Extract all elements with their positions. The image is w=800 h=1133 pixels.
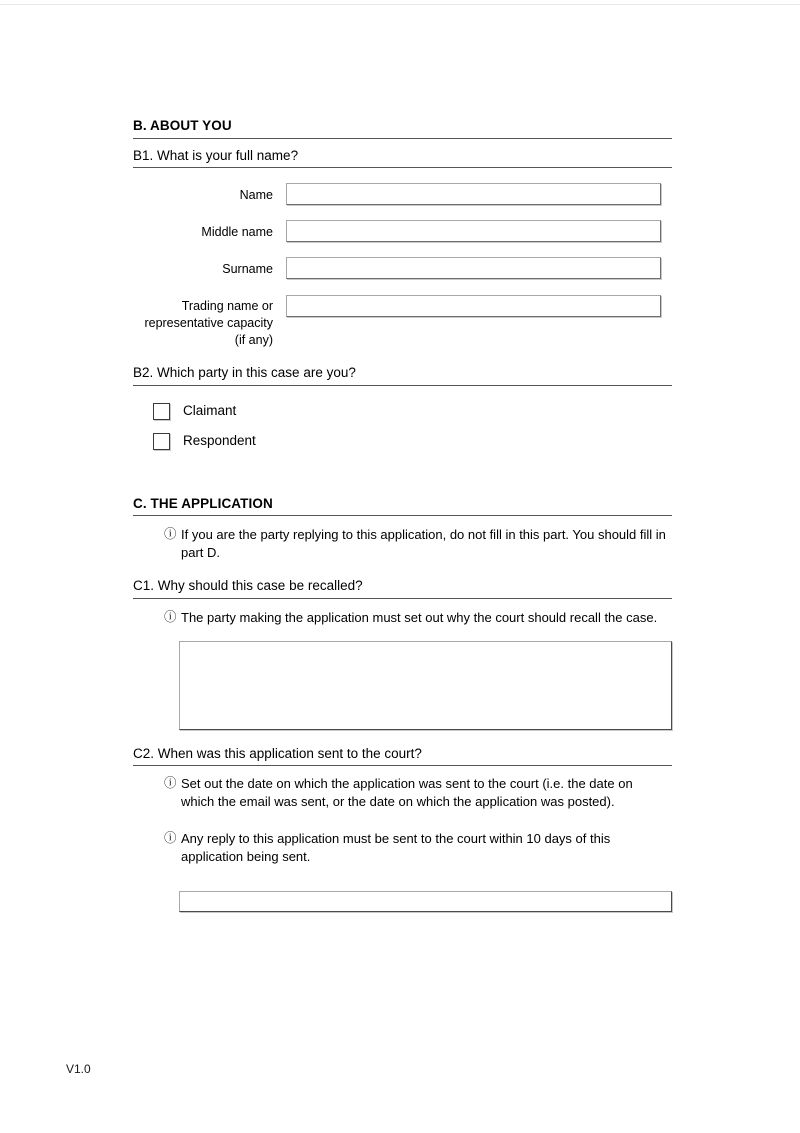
- field-label-middle-name: Middle name: [201, 225, 273, 240]
- note-application-intro-text: If you are the party replying to this application, do not fill in this part. You should fill in part D.: [181, 527, 666, 561]
- checkbox-label-claimant: Claimant: [183, 403, 237, 419]
- question-heading-c1: C1. Why should this case be recalled?: [133, 577, 672, 599]
- c2-date-input[interactable]: [179, 891, 672, 912]
- info-circle-icon: ⓘ: [164, 831, 177, 846]
- question-heading-b1: B1. What is your full name?: [133, 147, 672, 169]
- name-input[interactable]: [286, 183, 661, 205]
- checkbox-label-respondent: Respondent: [183, 433, 256, 449]
- checkbox-respondent[interactable]: [153, 433, 170, 450]
- field-row-name: [133, 183, 672, 205]
- note-c1: [164, 609, 669, 627]
- checkbox-claimant[interactable]: [153, 403, 170, 420]
- form-body: [133, 118, 672, 912]
- note-c2-first: [164, 775, 669, 811]
- footer-version-label: V1.0: [66, 1062, 91, 1076]
- page-top-rule: [0, 4, 800, 5]
- trading-name-input[interactable]: [286, 295, 661, 317]
- question-heading-c2: C2. When was this application sent to the court?: [133, 745, 672, 767]
- note-c1-text: The party making the application must set out why the court should recall the case.: [181, 609, 658, 625]
- question-heading-b2: B2. Which party in this case are you?: [133, 364, 672, 386]
- checkbox-row-respondent[interactable]: [153, 433, 672, 450]
- info-circle-icon: ⓘ: [164, 776, 177, 791]
- c1-answer-textarea[interactable]: [179, 641, 672, 730]
- c2-answer-wrap: [179, 891, 672, 912]
- surname-input[interactable]: [286, 257, 661, 279]
- info-circle-icon: ⓘ: [164, 527, 177, 542]
- middle-name-input[interactable]: [286, 220, 661, 242]
- field-row-middle-name: [133, 220, 672, 242]
- note-c2-second-text: Any reply to this application must be sent to the court within 10 days of this application being sent.: [181, 831, 611, 865]
- note-application-intro: [164, 526, 669, 562]
- checkbox-row-claimant[interactable]: [153, 403, 672, 420]
- note-c2-first-text: Set out the date on which the application was sent to the court (i.e. the date on which the email was sent, or the date on which the application was posted).: [181, 776, 633, 810]
- c1-answer-wrap: [179, 641, 672, 730]
- field-label-trading-name: Trading name or representative capacity (if any): [144, 299, 273, 348]
- field-row-trading-name: [133, 294, 672, 349]
- field-label-name: Name: [239, 188, 273, 203]
- field-label-surname: Surname: [222, 262, 273, 277]
- field-row-surname: [133, 257, 672, 279]
- section-heading-about-you: B. ABOUT YOU: [133, 118, 672, 139]
- section-heading-application: C. THE APPLICATION: [133, 496, 672, 517]
- note-c2-second: [164, 830, 669, 866]
- info-circle-icon: ⓘ: [164, 609, 177, 624]
